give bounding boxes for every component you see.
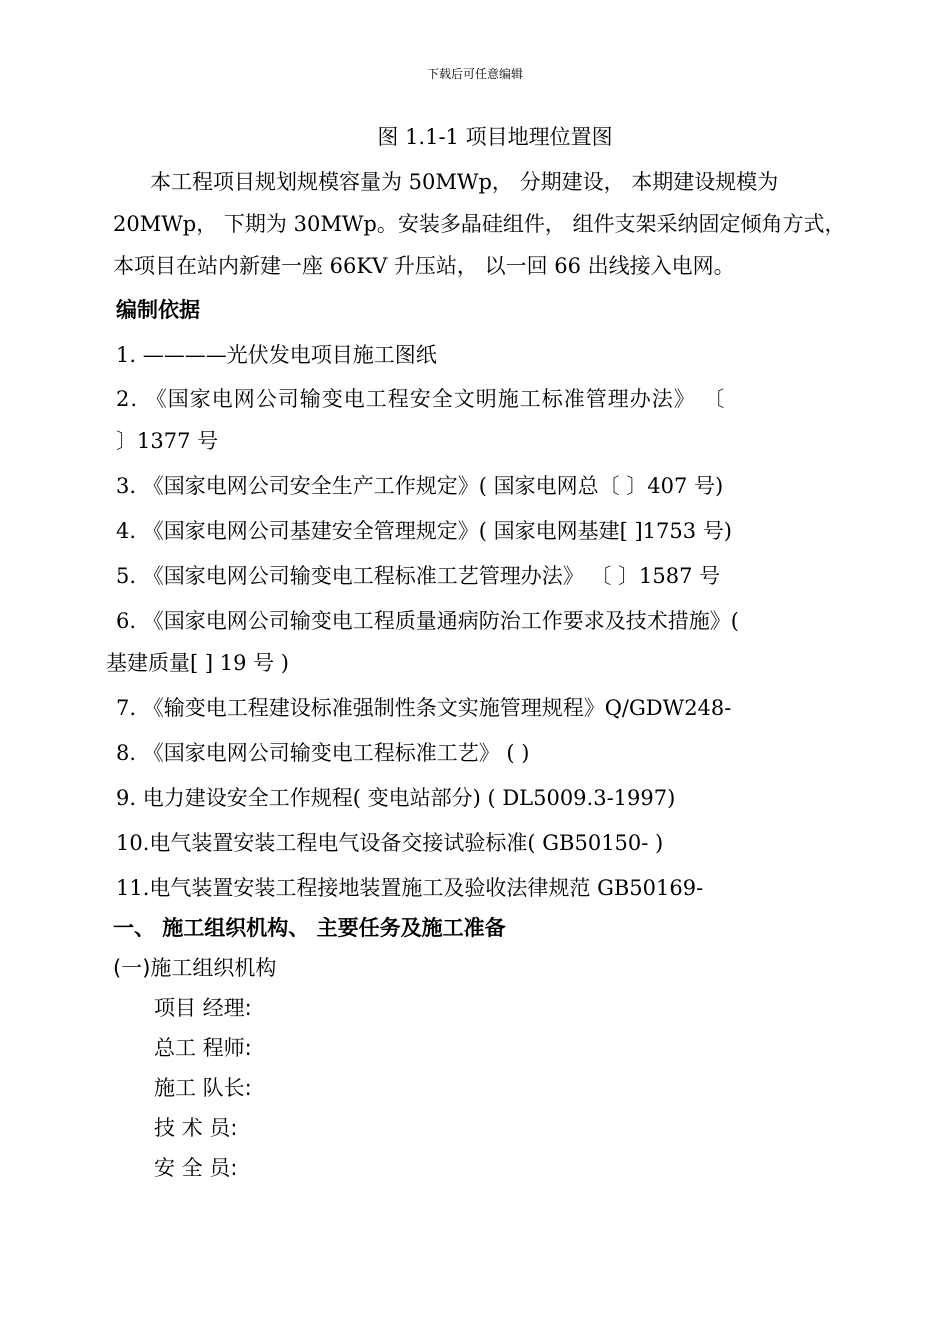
intro-line-2: 20MWp， 下期为 30MWp。安装多晶硅组件， 组件支架采纳固定倾角方式， bbox=[113, 212, 846, 236]
basis-item-9: 9. 电力建设安全工作规程( 变电站部分) ( DL5009.3-1997) bbox=[116, 786, 676, 810]
basis-item-11: 11.电气装置安装工程接地装置施工及验收法律规范 GB50169- bbox=[116, 876, 704, 900]
basis-item-2: 2. 《国家电网公司输变电工程安全文明施工标准管理办法》 〔 bbox=[116, 387, 726, 411]
basis-item-4: 4. 《国家电网公司基建安全管理规定》( 国家电网基建[ ]1753 号) bbox=[116, 519, 732, 543]
basis-item-5: 5. 《国家电网公司输变电工程标准工艺管理办法》 〔 〕1587 号 bbox=[116, 564, 721, 588]
basis-item-7: 7. 《输变电工程建设标准强制性条文实施管理规程》Q/GDW248- bbox=[116, 696, 732, 720]
role-safety-officer: 安 全 员: bbox=[154, 1156, 238, 1180]
intro-line-3: 本项目在站内新建一座 66KV 升压站， 以一回 66 出线接入电网。 bbox=[113, 254, 735, 278]
basis-item-6-cont: 基建质量[ ] 19 号 ) bbox=[106, 651, 290, 675]
role-project-manager: 项目 经理: bbox=[154, 996, 252, 1020]
header-note: 下载后可任意编辑 bbox=[426, 67, 523, 81]
figure-caption: 图 1.1-1 项目地理位置图 bbox=[377, 125, 613, 149]
basis-item-3: 3. 《国家电网公司安全生产工作规定》( 国家电网总〔 〕407 号) bbox=[116, 474, 724, 498]
basis-item-8: 8. 《国家电网公司输变电工程标准工艺》 ( ) bbox=[116, 741, 530, 765]
section-heading: 一、 施工组织机构、 主要任务及施工准备 bbox=[113, 916, 506, 940]
basis-item-10: 10.电气装置安装工程电气设备交接试验标准( GB50150- ) bbox=[116, 831, 664, 855]
basis-item-2-cont: 〕1377 号 bbox=[116, 429, 219, 453]
basis-item-1: 1. ————光伏发电项目施工图纸 bbox=[116, 343, 437, 367]
intro-line-1: 本工程项目规划规模容量为 50MWp， 分期建设， 本期建设规模为 bbox=[150, 170, 779, 194]
basis-item-6: 6. 《国家电网公司输变电工程质量通病防治工作要求及技术措施》( bbox=[116, 609, 739, 633]
basis-heading: 编制依据 bbox=[116, 298, 200, 322]
role-team-leader: 施工 队长: bbox=[154, 1076, 252, 1100]
role-chief-engineer: 总工 程师: bbox=[154, 1036, 252, 1060]
subsection-heading: (一)施工组织机构 bbox=[113, 956, 277, 980]
role-technician: 技 术 员: bbox=[154, 1116, 238, 1140]
